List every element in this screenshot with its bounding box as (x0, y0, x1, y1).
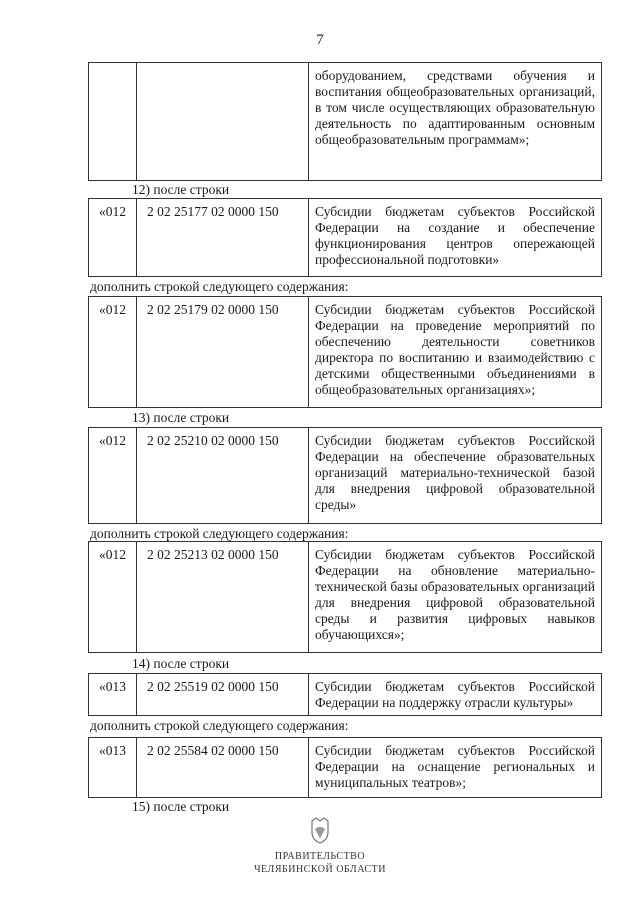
new-row-14 (88, 737, 602, 798)
page-number: 7 (316, 32, 324, 48)
table-row-13 (88, 427, 602, 524)
item-label-13: 13) после строки (132, 410, 230, 425)
description-cell: Субсидии бюджетам субъектов Российской Федерации на обеспечение образовательных организаций материально-технической базой для внедрения цифровой образовательной среды» (315, 433, 595, 512)
description-cell: Субсидии бюджетам субъектов Российской Федерации на поддержку отрасли культуры» (315, 679, 595, 710)
code-cell: «013 (89, 738, 137, 797)
add-label-12: дополнить строкой следующего содержания: (90, 279, 349, 294)
code-cell: «012 (89, 199, 137, 276)
description-cell: оборудованием, средствами обучения и воспитания общеобразовательных организаций, в том числе осуществляющих образовательную деятельность по адаптированным основным общеобразовательным программам»; (315, 68, 595, 147)
add-label-14: дополнить строкой следующего содержания: (90, 718, 349, 733)
code-cell: «013 (89, 674, 137, 715)
item-label-15: 15) после строки (132, 799, 230, 814)
new-row-12 (88, 296, 602, 408)
description-cell: Субсидии бюджетам субъектов Российской Федерации на обновление материально-технической базы образовательных организаций для внедрения цифровой образовательной среды и развития цифровых навыков обучающихся»; (315, 547, 595, 642)
code-cell: «012 (89, 297, 137, 407)
kbk-cell: 2 02 25584 02 0000 150 (137, 738, 309, 797)
code-cell (89, 63, 137, 180)
description-cell: Субсидии бюджетам субъектов Российской Федерации на проведение мероприятий по обеспечению деятельности советников директора по воспитанию и взаимодействию с детскими общественными объединениями в общеобразовательных организациях»; (315, 302, 595, 397)
new-row-13 (88, 541, 602, 653)
kbk-cell: 2 02 25210 02 0000 150 (137, 428, 309, 523)
kbk-cell: 2 02 25213 02 0000 150 (137, 542, 309, 652)
table-row-14 (88, 673, 602, 716)
code-cell: «012 (89, 428, 137, 523)
table-row-12 (88, 198, 602, 277)
footer-subtitle: ЧЕЛЯБИНСКОЙ ОБЛАСТИ (254, 864, 386, 875)
table-row-continuation (88, 62, 602, 181)
kbk-cell: 2 02 25519 02 0000 150 (137, 674, 309, 715)
kbk-cell (137, 63, 309, 180)
coat-of-arms-icon (308, 816, 332, 844)
kbk-cell: 2 02 25179 02 0000 150 (137, 297, 309, 407)
add-label-13: дополнить строкой следующего содержания: (90, 526, 349, 541)
description-cell: Субсидии бюджетам субъектов Российской Федерации на оснащение региональных и муниципальных театров»; (315, 743, 595, 790)
item-label-14: 14) после строки (132, 656, 230, 671)
item-label-12: 12) после строки (132, 182, 230, 197)
description-cell: Субсидии бюджетам субъектов Российской Федерации на создание и обеспечение функционирования центров опережающей профессиональной подготовки» (315, 204, 595, 267)
code-cell: «012 (89, 542, 137, 652)
kbk-cell: 2 02 25177 02 0000 150 (137, 199, 309, 276)
footer-title: ПРАВИТЕЛЬСТВО (274, 851, 366, 862)
footer (0, 816, 640, 875)
